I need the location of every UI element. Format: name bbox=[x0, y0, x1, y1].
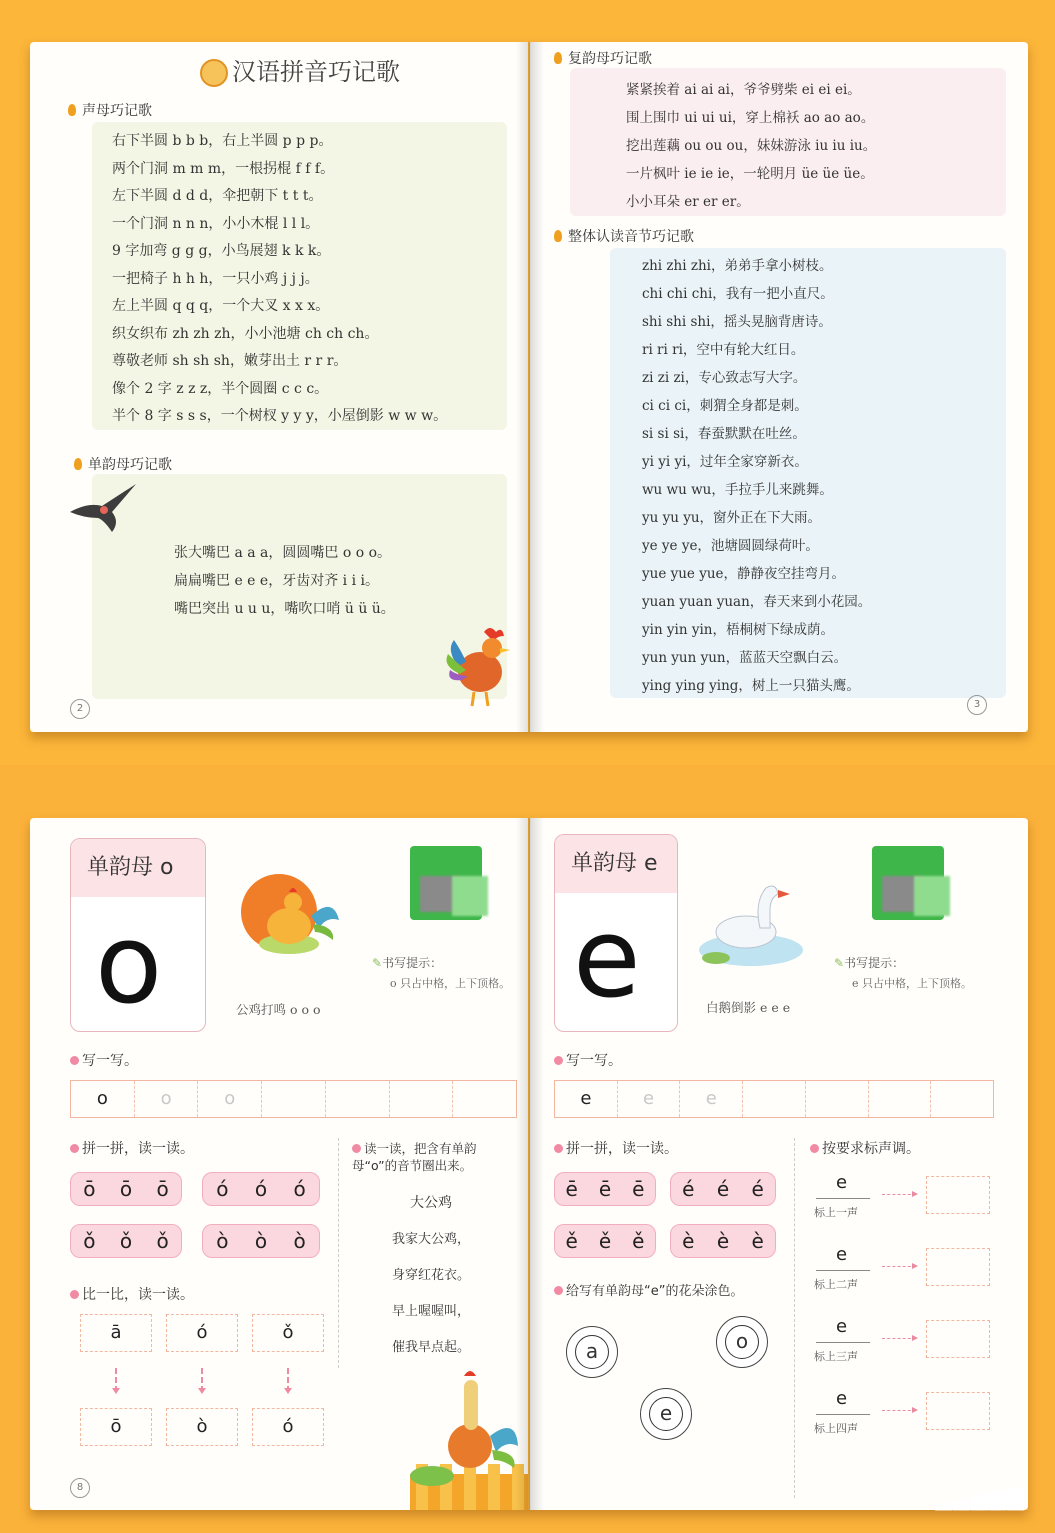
qr-code[interactable] bbox=[410, 846, 482, 920]
poem-line: 早上喔喔叫， bbox=[392, 1304, 471, 1319]
answer-box[interactable] bbox=[926, 1248, 990, 1286]
write-heading: 写一写。 bbox=[554, 1050, 622, 1070]
flower-a[interactable]: a bbox=[566, 1326, 618, 1378]
tone-pill: ó ó ó bbox=[202, 1172, 320, 1206]
tone-instruction: 标上二声 bbox=[814, 1278, 858, 1291]
poem-line: 左下半圆 d d d，伞把朝下 t t t。 bbox=[112, 188, 323, 204]
writing-hint-text: o 只占中格，上下顶格。 bbox=[390, 977, 511, 990]
underline bbox=[816, 1270, 870, 1271]
section-heading-initials: 声母巧记歌 bbox=[68, 100, 152, 120]
grid-cell-blank[interactable] bbox=[806, 1081, 869, 1117]
poem-line: 嘴巴突出 u u u，嘴吹口哨 ü ü ü。 bbox=[174, 601, 395, 617]
poem-line: yu yu yu，窗外正在下大雨。 bbox=[642, 510, 822, 526]
poem-line: 半个 8 字 s s s，一个树杈 y y y，小屋倒影 w w w。 bbox=[112, 408, 448, 424]
right-arrow-icon bbox=[882, 1338, 916, 1339]
watermark-icon: ▂▃▅▆▇ bbox=[935, 1486, 1025, 1511]
grid-cell-blank[interactable] bbox=[390, 1081, 454, 1117]
answer-box[interactable] bbox=[926, 1392, 990, 1430]
grid-cell-blank[interactable] bbox=[931, 1081, 993, 1117]
section-heading-compound-finals: 复韵母巧记歌 bbox=[554, 48, 652, 68]
tone-pill: ě ě ě bbox=[554, 1224, 656, 1258]
card-title: 单韵母 e bbox=[555, 835, 677, 893]
letter-card-o bbox=[70, 838, 206, 1032]
underline bbox=[816, 1414, 870, 1415]
down-arrow-icon bbox=[287, 1368, 291, 1392]
tone-pill: ǒ ǒ ǒ bbox=[70, 1224, 182, 1258]
tone-target-letter: e bbox=[836, 1244, 848, 1265]
grid-cell-trace[interactable]: e bbox=[680, 1081, 743, 1117]
poem-line: 像个 2 字 z z z，半个圆圈 c c c。 bbox=[112, 380, 329, 397]
pin-icon bbox=[554, 52, 562, 64]
big-letter-e: e bbox=[573, 894, 641, 1022]
tone-target-letter: e bbox=[836, 1388, 848, 1409]
rooster-fence-icon bbox=[410, 1366, 528, 1510]
writing-hint-title: ✎书写提示： bbox=[834, 956, 905, 970]
divider bbox=[338, 1138, 339, 1368]
poem-line: 我家大公鸡， bbox=[392, 1232, 471, 1247]
poem-line: zhi zhi zhi，弟弟手拿小树枝。 bbox=[642, 258, 833, 274]
heart-bullet-icon bbox=[70, 1144, 79, 1153]
poem-line: ri ri ri，空中有轮大红日。 bbox=[642, 342, 805, 358]
flower-o[interactable]: o bbox=[716, 1316, 768, 1368]
compare-box: ó bbox=[252, 1408, 324, 1446]
poem-line: yun yun yun，蓝蓝天空飘白云。 bbox=[642, 650, 848, 666]
read-heading: 读一读，把含有单韵母“o”的音节圈出来。 bbox=[352, 1141, 477, 1173]
right-arrow-icon bbox=[882, 1410, 916, 1411]
grid-cell-trace[interactable]: o bbox=[135, 1081, 199, 1117]
tone-instruction: 标上四声 bbox=[814, 1422, 858, 1435]
picture-caption: 白鹅倒影 e e e bbox=[706, 1000, 791, 1015]
tone-instruction: 标上一声 bbox=[814, 1206, 858, 1219]
poem-line: shi shi shi，摇头晃脑背唐诗。 bbox=[642, 314, 832, 330]
answer-box[interactable] bbox=[926, 1176, 990, 1214]
picture-caption: 公鸡打鸣 o o o bbox=[236, 1002, 321, 1017]
poem-line: 挖出莲藕 ou ou ou，妹妹游泳 iu iu iu。 bbox=[626, 138, 877, 154]
grid-cell-blank[interactable] bbox=[743, 1081, 806, 1117]
letter-card-e bbox=[554, 834, 678, 1032]
poem-line: ying ying ying，树上一只猫头鹰。 bbox=[642, 678, 860, 694]
poem-line: yi yi yi，过年全家穿新衣。 bbox=[642, 454, 808, 470]
poem-line: zi zi zi，专心致志写大字。 bbox=[642, 370, 807, 386]
heart-bullet-icon bbox=[554, 1056, 563, 1065]
poem-line: 扁扁嘴巴 e e e，牙齿对齐 i i i。 bbox=[174, 573, 379, 589]
compare-box: ó bbox=[166, 1314, 238, 1352]
divider bbox=[794, 1138, 795, 1498]
page-right-e bbox=[530, 818, 1028, 1510]
tone-pill: ò ò ò bbox=[202, 1224, 320, 1258]
pin-icon bbox=[68, 104, 76, 116]
tone-instruction: 标上三声 bbox=[814, 1350, 858, 1363]
poem-title: 大公鸡 bbox=[410, 1195, 452, 1211]
page-number: 2 bbox=[70, 699, 90, 719]
poem-line: 织女织布 zh zh zh，小小池塘 ch ch ch。 bbox=[112, 325, 379, 342]
grid-cell-blank[interactable] bbox=[262, 1081, 326, 1117]
page-right-top bbox=[530, 42, 1028, 732]
grid-cell-trace[interactable]: e bbox=[618, 1081, 681, 1117]
poem-line: yue yue yue，静静夜空挂弯月。 bbox=[642, 566, 846, 582]
poem-line: 紧紧挨着 ai ai ai，爷爷劈柴 ei ei ei。 bbox=[626, 82, 861, 98]
compare-heading: 比一比，读一读。 bbox=[70, 1284, 194, 1304]
grid-cell-example: o bbox=[71, 1081, 135, 1117]
grid-cell-trace[interactable]: o bbox=[198, 1081, 262, 1117]
section-heading-finals: 单韵母巧记歌 bbox=[74, 454, 172, 474]
heart-bullet-icon bbox=[70, 1056, 79, 1065]
down-arrow-icon bbox=[115, 1368, 119, 1392]
poem-line: 右下半圆 b b b，右上半圆 p p p。 bbox=[112, 133, 333, 149]
poem-line: 身穿红花衣。 bbox=[392, 1268, 471, 1283]
tone-pill: ē ē ē bbox=[554, 1172, 656, 1206]
book-spread-lessons bbox=[30, 818, 1028, 1510]
page-title: 汉语拼音巧记歌 bbox=[200, 52, 400, 87]
poem-line: 围上围巾 ui ui ui，穿上棉袄 ao ao ao。 bbox=[626, 110, 875, 126]
page-number: 3 bbox=[967, 695, 987, 715]
grid-cell-example: e bbox=[555, 1081, 618, 1117]
answer-box[interactable] bbox=[926, 1320, 990, 1358]
section-heading-whole-syllables: 整体认读音节巧记歌 bbox=[554, 226, 694, 246]
grid-cell-blank[interactable] bbox=[453, 1081, 516, 1117]
spell-heading: 拼一拼，读一读。 bbox=[70, 1138, 194, 1158]
pin-icon bbox=[74, 458, 82, 470]
poem-line: 催我早点起。 bbox=[392, 1340, 471, 1355]
pencil-icon: ✎ bbox=[834, 956, 845, 970]
page-left-top bbox=[30, 42, 528, 732]
poem-line: 一把椅子 h h h，一只小鸡 j j j。 bbox=[112, 270, 319, 287]
poem-line: 两个门洞 m m m，一根拐棍 f f f。 bbox=[112, 160, 335, 177]
poem-line: si si si，春蚕默默在吐丝。 bbox=[642, 426, 806, 442]
poem-line: yuan yuan yuan，春天来到小花园。 bbox=[642, 594, 872, 610]
tone-target-letter: e bbox=[836, 1172, 848, 1193]
qr-code[interactable] bbox=[872, 846, 944, 920]
pin-icon bbox=[554, 230, 562, 242]
poem-line: 张大嘴巴 a a a，圆圆嘴巴 o o o。 bbox=[174, 545, 392, 561]
book-spread-mnemonics bbox=[30, 42, 1028, 732]
grid-cell-blank[interactable] bbox=[326, 1081, 390, 1117]
tone-pill: è è è bbox=[670, 1224, 776, 1258]
flower-e[interactable]: e bbox=[640, 1388, 692, 1440]
poem-line: 一片枫叶 ie ie ie，一轮明月 üe üe üe。 bbox=[626, 166, 874, 182]
poem-line: 左上半圆 q q q，一个大叉 x x x。 bbox=[112, 298, 330, 314]
heart-bullet-icon bbox=[554, 1144, 563, 1153]
writing-hint-text: e 只占中格，上下顶格。 bbox=[852, 977, 973, 990]
rooster-sunrise-icon bbox=[235, 866, 345, 970]
poem-line: ci ci ci，刺猬全身都是刺。 bbox=[642, 398, 808, 414]
underline bbox=[816, 1342, 870, 1343]
right-arrow-icon bbox=[882, 1266, 916, 1267]
underline bbox=[816, 1198, 870, 1199]
heart-bullet-icon bbox=[70, 1290, 79, 1299]
poem-line: chi chi chi，我有一把小直尺。 bbox=[642, 286, 834, 302]
poem-line: yin yin yin，梧桐树下绿成荫。 bbox=[642, 622, 834, 638]
poem-line: 小小耳朵 er er er。 bbox=[626, 194, 750, 210]
heart-bullet-icon bbox=[554, 1286, 563, 1295]
card-title: 单韵母 o bbox=[71, 839, 205, 897]
swallow-icon bbox=[68, 482, 140, 534]
page-number: 8 bbox=[70, 1478, 90, 1498]
mark-tone-heading: 按要求标声调。 bbox=[810, 1138, 920, 1158]
flower-heading: 给写有单韵母“e”的花朵涂色。 bbox=[554, 1280, 743, 1299]
writing-hint-title: ✎书写提示： bbox=[372, 956, 443, 970]
grid-cell-blank[interactable] bbox=[869, 1081, 932, 1117]
white-goose-icon bbox=[696, 866, 806, 970]
tone-pill: ō ō ō bbox=[70, 1172, 182, 1206]
write-heading: 写一写。 bbox=[70, 1050, 138, 1070]
poem-line: 9 字加弯 g g g，小鸟展翅 k k k。 bbox=[112, 243, 331, 259]
heart-bullet-icon bbox=[810, 1144, 819, 1153]
lion-face-icon bbox=[200, 59, 228, 87]
compare-box: ā bbox=[80, 1314, 152, 1352]
compare-box: ò bbox=[166, 1408, 238, 1446]
heart-bullet-icon bbox=[352, 1144, 361, 1153]
down-arrow-icon bbox=[201, 1368, 205, 1392]
poem-line: 尊敬老师 sh sh sh，嫩芽出土 r r r。 bbox=[112, 353, 348, 369]
rooster-icon bbox=[444, 622, 524, 710]
pencil-icon: ✎ bbox=[372, 956, 383, 970]
tone-pill: é é é bbox=[670, 1172, 776, 1206]
writing-grid bbox=[70, 1080, 517, 1118]
poem-line: wu wu wu，手拉手儿来跳舞。 bbox=[642, 482, 833, 498]
tone-target-letter: e bbox=[836, 1316, 848, 1337]
right-arrow-icon bbox=[882, 1194, 916, 1195]
writing-grid bbox=[554, 1080, 994, 1118]
poem-line: 一个门洞 n n n，小小木棍 l l l。 bbox=[112, 215, 320, 232]
poem-line: ye ye ye，池塘圆圆绿荷叶。 bbox=[642, 538, 819, 554]
compare-box: ǒ bbox=[252, 1314, 324, 1352]
spell-heading: 拼一拼，读一读。 bbox=[554, 1138, 678, 1158]
big-letter-o: o bbox=[95, 900, 163, 1028]
compare-box: ō bbox=[80, 1408, 152, 1446]
page-left-o bbox=[30, 818, 528, 1510]
